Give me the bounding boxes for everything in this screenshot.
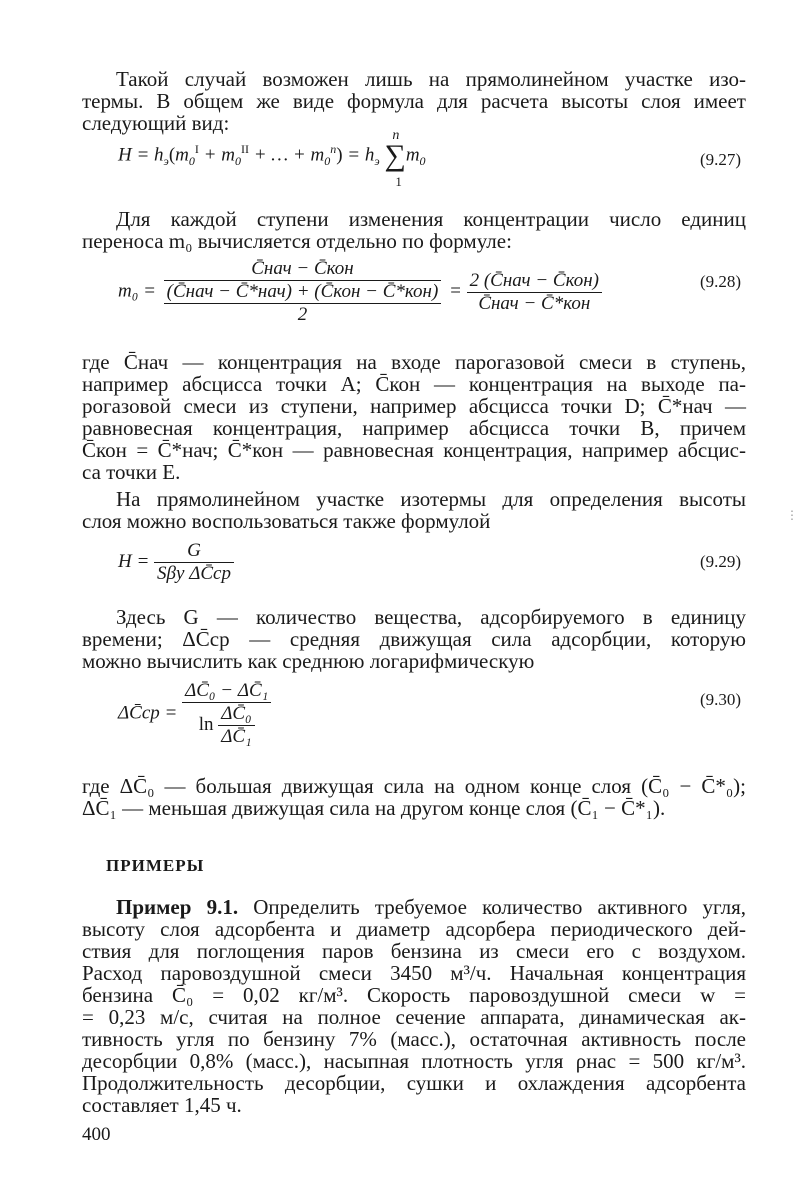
- fraction-denominator: ΔC̄₁: [218, 725, 254, 748]
- text-line: например абсцисса точки A; C̄кон — концентрация на выходе па-: [82, 372, 746, 396]
- fraction: [154, 540, 234, 585]
- text-line: термы. В общем же виде формула для расчета высоты слоя имеет: [82, 89, 746, 113]
- equation-9-27: $H = h_э(m_0^I + m_0^{II}$ + … + $m_0^n) = h_э$ ∑ n 1 $m_0$: [118, 142, 426, 169]
- example-label: Пример 9.1.: [116, 895, 239, 919]
- text-line: Расход паровоздушной смеси 3450 м³/ч. Начальная концентрация: [82, 961, 746, 985]
- text-line: где C̄нач — концентрация на входе парогазовой смеси в ступень,: [82, 350, 746, 374]
- equation-number: (9.30): [700, 690, 742, 709]
- fraction-numerator: ΔC̄₀ − ΔC̄₁: [185, 680, 269, 701]
- text-line: рогазовой смеси из ступени, например абсцисса точки D; C̄*нач —: [82, 394, 746, 418]
- text-line: [82, 896, 746, 918]
- sum-symbol: ∑ n 1: [384, 146, 405, 166]
- paragraph-transfer-units: [82, 208, 746, 252]
- paragraph-driving-force-ends: [82, 775, 746, 819]
- margin-mark: ⋮: [786, 508, 798, 522]
- text-line: высоту слоя адсорбента и диаметр адсорбера периодического дей-: [82, 917, 746, 941]
- text-line: равновесная концентрация, например абсцисса точки B, причем: [82, 416, 746, 440]
- text-line: Такой случай возможен лишь на прямолинейном участке изо-: [116, 67, 746, 91]
- equation-9-29: [118, 540, 234, 585]
- equation-number: (9.29): [700, 552, 742, 571]
- text-line: тивность угля по бензину 7% (масс.), остаточная активность после: [82, 1027, 746, 1051]
- equation-9-30: [118, 680, 271, 748]
- page-number: 400: [82, 1124, 111, 1145]
- sum-upper-limit: n: [392, 127, 400, 143]
- paragraph-definitions: [82, 351, 746, 483]
- eq-lhs: m₀ =: [118, 280, 156, 302]
- text-line: ствия для поглощения паров бензина из смеси его с воздухом.: [82, 939, 746, 963]
- fraction-inner-denominator: 2: [164, 303, 442, 326]
- fraction-main: [161, 258, 445, 326]
- text-line: можно вычислить как среднюю логарифмическую: [82, 649, 535, 673]
- fraction-inner: [164, 280, 442, 326]
- text-line: C̄кон = C̄*нач; C̄*кон — равновесная концентрация, например абсцис-: [82, 438, 746, 462]
- fraction-simplified: [467, 270, 602, 315]
- fraction-numerator: G: [187, 540, 201, 561]
- equation-number: (9.27): [700, 150, 742, 169]
- text-line: Для каждой ступени изменения концентрации число единиц: [116, 207, 746, 231]
- fraction-denominator: C̄нач − C̄*кон: [467, 292, 602, 315]
- text-line: Здесь G — количество вещества, адсорбируемого в единицу: [116, 605, 746, 629]
- eq-sub: э: [163, 154, 169, 169]
- equation-9-28: [118, 258, 602, 326]
- eq-mid: = h: [347, 144, 375, 166]
- paragraph-driving-force: [82, 606, 746, 672]
- text-line: бензина C̄₀ = 0,02 кг/м³. Скорость паровоздушной смеси w =: [82, 983, 746, 1007]
- eq-lhs: ΔC̄ср =: [118, 702, 178, 724]
- text-line: Продолжительность десорбции, сушки и охлаждения адсорбента: [82, 1071, 746, 1095]
- text-line: десорбции 0,8% (масс.), насыпная плотность угля ρнас = 500 кг/м³.: [82, 1049, 746, 1073]
- fraction-denominator: [182, 702, 271, 748]
- eq-tail: m: [405, 144, 420, 166]
- fraction-numerator: C̄нач − C̄кон: [251, 258, 354, 279]
- text-line: составляет 1,45 ч.: [82, 1093, 242, 1117]
- section-heading: ПРИМЕРЫ: [106, 856, 205, 875]
- text-line: времени; ΔC̄ср — средняя движущая сила адсорбции, которую: [82, 627, 746, 651]
- text-line: переноса m₀ вычисляется отдельно по формуле:: [82, 229, 512, 253]
- fraction-numerator: 2 (C̄нач − C̄кон): [469, 269, 600, 291]
- text-line: ΔC̄₁ — меньшая движущая сила на другом конце слоя (C̄₁ − C̄*₁).: [82, 796, 666, 820]
- paragraph-linear-isotherm: [82, 488, 746, 532]
- fraction-denominator: [161, 280, 445, 326]
- text-line: слоя можно воспользоваться также формулой: [82, 509, 491, 533]
- fraction-log-argument: [218, 703, 254, 748]
- fraction: [182, 680, 271, 748]
- sum-lower-limit: 1: [395, 173, 402, 189]
- text-line: На прямолинейном участке изотермы для определения высоты: [116, 487, 746, 511]
- text-line: са точки E.: [82, 460, 181, 484]
- paragraph-intro: [82, 68, 746, 134]
- text-line: где ΔC̄₀ — большая движущая сила на одном конце слоя (C̄₀ − C̄*₀);: [82, 774, 746, 798]
- ln-operator: ln: [198, 713, 214, 735]
- fraction-numerator: ΔC̄₀: [221, 703, 252, 724]
- text-line: = 0,23 м/с, считая на полное сечение аппарата, динамическая ак-: [82, 1005, 746, 1029]
- text-line: следующий вид:: [82, 111, 230, 135]
- fraction-inner-numerator: (C̄нач − C̄*нач) + (C̄кон − C̄*кон): [164, 280, 442, 303]
- eq-lhs: H =: [118, 550, 150, 572]
- eq-lhs: H = h: [118, 144, 164, 166]
- equation-number: (9.28): [700, 272, 742, 291]
- example-text: Определить требуемое количество активного угля,: [238, 895, 746, 919]
- eq-sign: =: [449, 280, 462, 302]
- fraction-denominator: Sβy ΔC̄ср: [154, 562, 234, 585]
- paragraph-example-9-1: [82, 896, 746, 1116]
